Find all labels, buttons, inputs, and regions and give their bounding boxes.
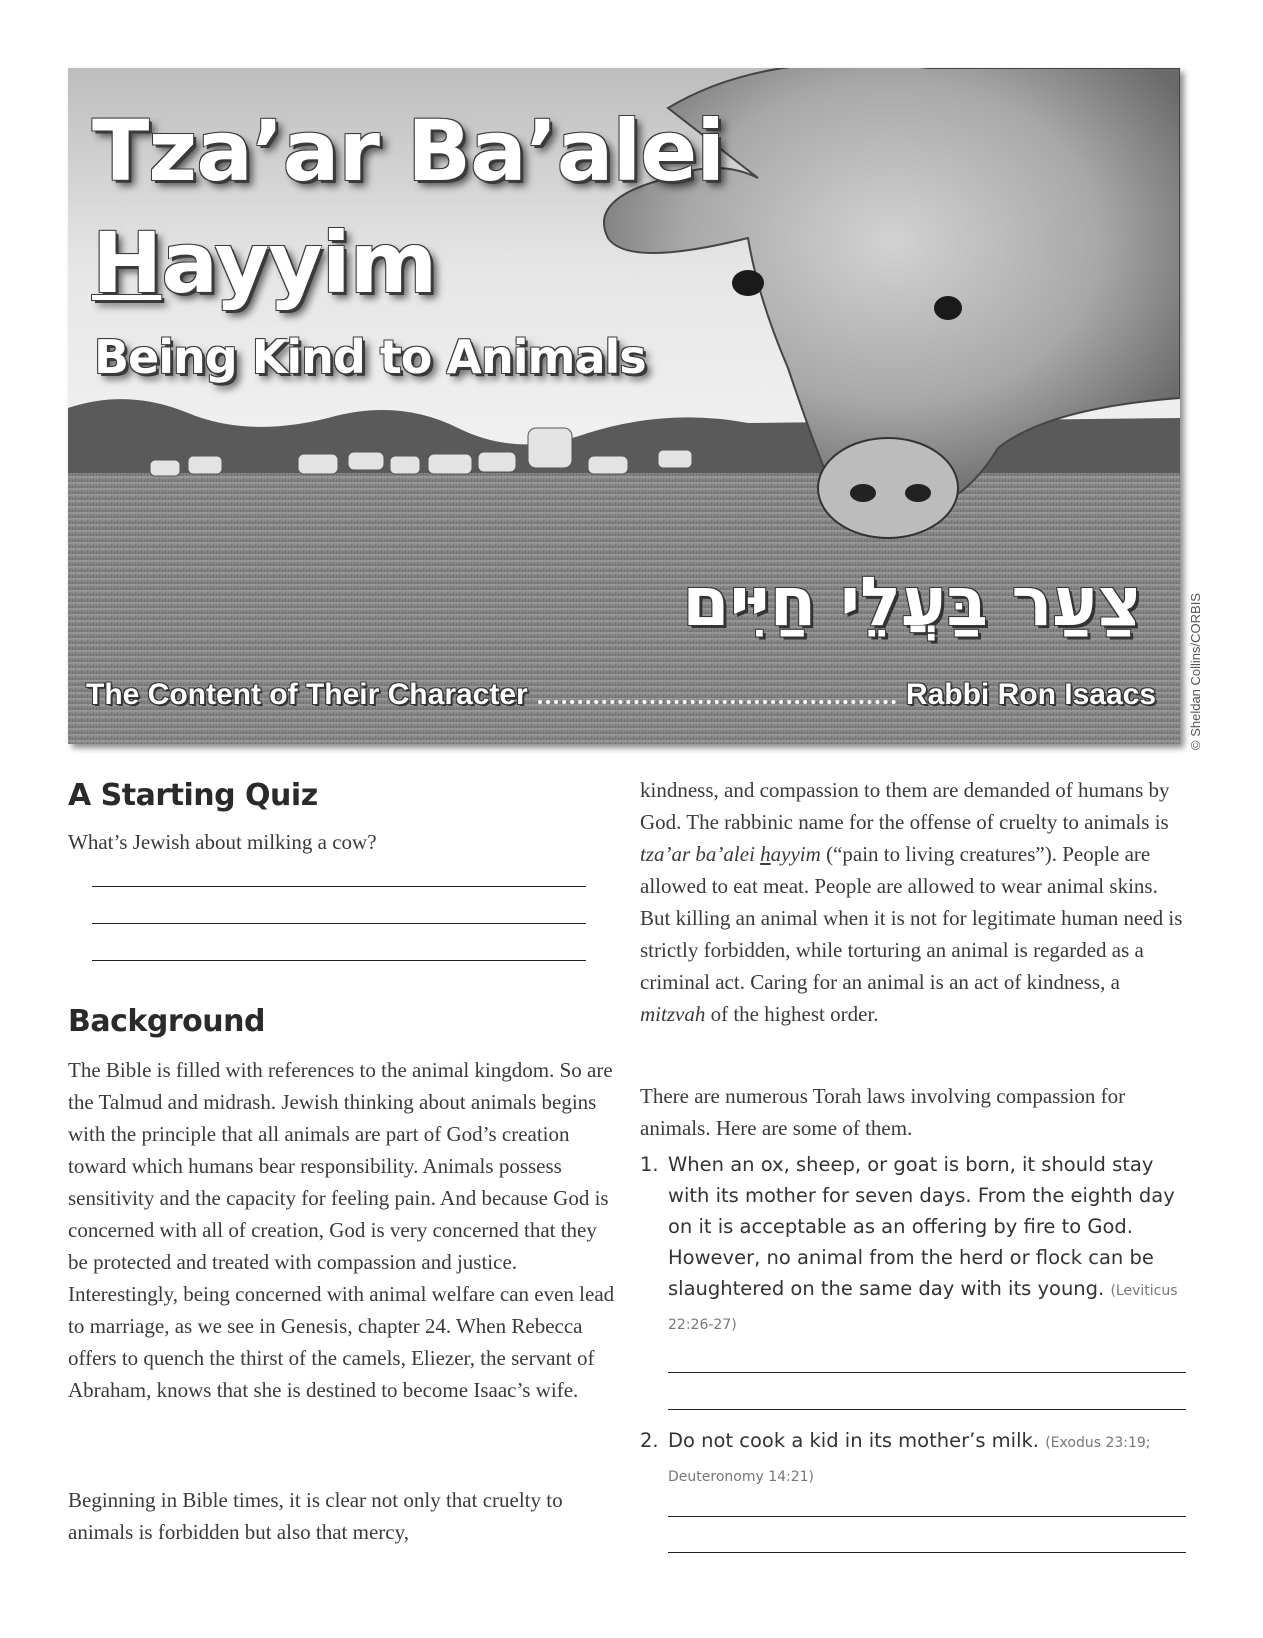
photo-credit: © Sheldan Collins/CORBIS (1188, 593, 1203, 750)
para-text: (“pain to living creatures”). People are allowed to eat meat. People are allowed to wear animal skins. But killing an animal when it is not for legitimate human need is strictly forbidden, while torturing an animal is regarded as a criminal act. Caring for an animal is an act of kindness, a (640, 842, 1183, 994)
mitzvah-term: mitzvah (640, 1002, 706, 1026)
law-citation: (Leviticus 22:26-27) (668, 1283, 1178, 1333)
law-body: Do not cook a kid in its mother’s milk. (668, 1429, 1040, 1452)
title-underlined-letter: H (92, 214, 162, 312)
answer-line-2[interactable] (92, 923, 586, 924)
answer-line-7[interactable] (668, 1552, 1186, 1553)
answer-line-5[interactable] (668, 1409, 1186, 1410)
series-name: The Content of Their Character (86, 678, 528, 711)
title-line-2 (92, 214, 436, 312)
law-citation: (Exodus 23:19; Deuteronomy 14:21) (668, 1435, 1151, 1485)
law-number: 1. (640, 1153, 659, 1176)
banner-byline (86, 678, 1156, 712)
background-heading: Background (68, 1004, 265, 1039)
background-paragraph-3: There are numerous Torah laws involving compassion for animals. Here are some of them. (640, 1084, 1126, 1140)
hebrew-title: צַעַר בַּעֲלֵי חַיִּים (682, 563, 1142, 642)
answer-line-6[interactable] (668, 1516, 1186, 1517)
background-paragraph-2-continued (640, 774, 1188, 1030)
quiz-question: What’s Jewish about milking a cow? (68, 830, 377, 854)
law-text (640, 1425, 1185, 1493)
para-text: kindness, and compassion to them are demanded of humans by God. The rabbinic name for the offense of cruelty to animals is (640, 778, 1170, 834)
term-italic (640, 842, 821, 866)
background-paragraph-1: The Bible is filled with references to the animal kingdom. So are the Talmud and midrash. Jewish thinking about animals begins with the principle that all animals are part of God’s creation toward which humans bear responsibility. Animals possess sensitivity and the capacity for feeling pain. And because God is concerned with all of creation, God is very concerned that they be protected and treated with compassion and justice. Interestingly, being concerned with animal welfare can even lead to marriage, as we see in Genesis, chapter 24. When Rebecca offers to quench the thirst of the camels, Eliezer, the servant of Abraham, knows that she is destined to become Isaac’s wife. (68, 1058, 615, 1402)
title-line-2-rest: ayyim (161, 214, 437, 312)
hero-banner (68, 68, 1180, 744)
term-underlined-letter: h (760, 842, 771, 866)
law-item-2 (640, 1425, 1185, 1493)
title-line-1: Tza’ar Ba’alei (92, 102, 724, 200)
author-name: Rabbi Ron Isaacs (905, 678, 1156, 711)
term-part: tza’ar ba’alei (640, 842, 761, 866)
quiz-heading: A Starting Quiz (68, 778, 318, 813)
answer-line-4[interactable] (668, 1372, 1186, 1373)
dot-leader (538, 700, 896, 704)
law-item-1 (640, 1149, 1185, 1341)
para-text: of the highest order. (705, 1002, 879, 1026)
answer-line-3[interactable] (92, 960, 586, 961)
background-paragraph-2: Beginning in Bible times, it is clear not only that cruelty to animals is forbidden but also that mercy, (68, 1488, 563, 1544)
answer-line-1[interactable] (92, 886, 586, 887)
term-part: ayyim (770, 842, 821, 866)
banner-subtitle: Being Kind to Animals (94, 330, 646, 384)
law-number: 2. (640, 1429, 659, 1452)
law-body: When an ox, sheep, or goat is born, it should stay with its mother for seven days. From the eighth day on it is acceptable as an offering by fire to God. However, no animal from the herd or flock can be slaughtered on the same day with its young. (668, 1153, 1175, 1300)
law-text (640, 1149, 1185, 1341)
